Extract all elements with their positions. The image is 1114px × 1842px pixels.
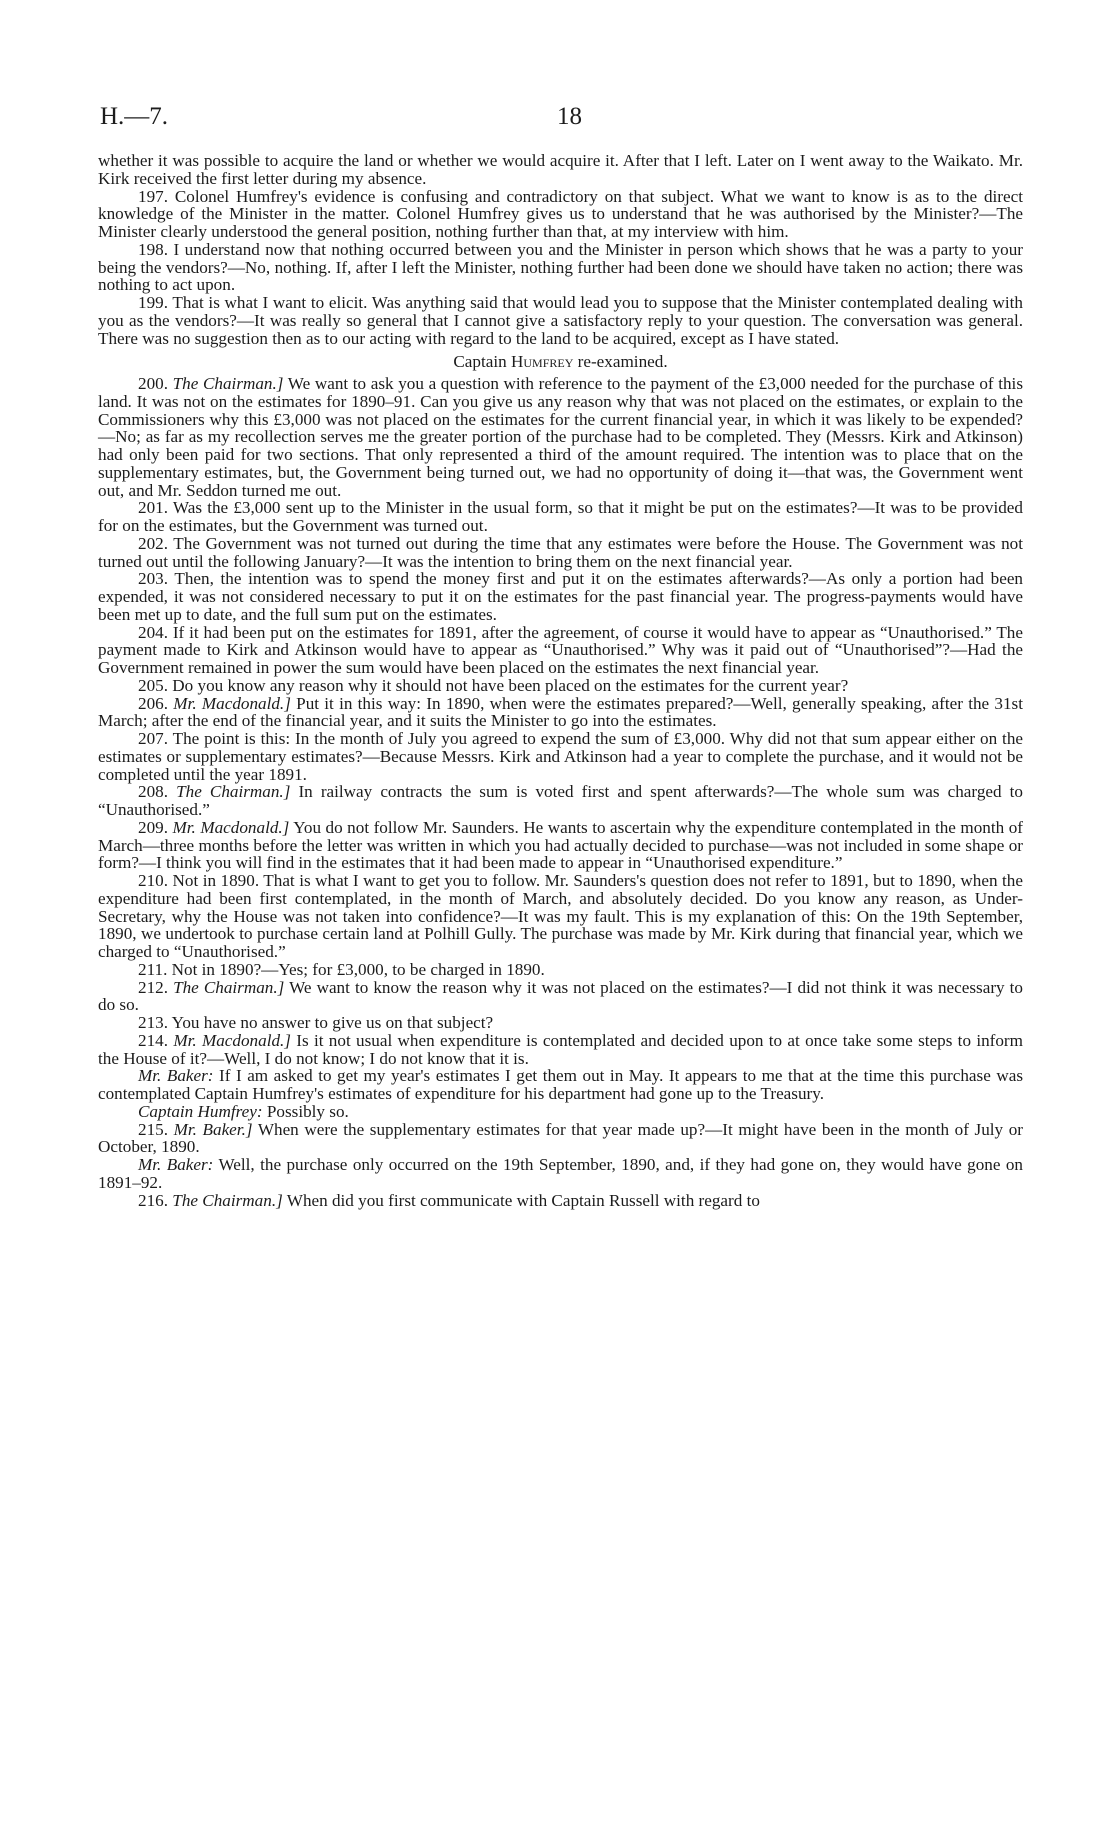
paragraph-207: 207. The point is this: In the month of July you agreed to expend the sum of £3,000. Why did not that sum appear either on the estimates or supplementary estimates?—Because Messrs. Kirk and Atkinson had a year to complete the purchase, and it would not be completed until the year 1891.	[98, 729, 1023, 784]
paragraph-205: 205. Do you know any reason why it should not have been placed on the estimates for the current year?	[138, 675, 849, 695]
question-number: 215.	[138, 1119, 168, 1139]
page-number: 18	[557, 103, 582, 130]
paragraph-213: 213. You have no answer to give us on that subject?	[138, 1013, 494, 1032]
paragraph-201: 201. Was the £3,000 sent up to the Minister in the usual form, so that it might be put on the estimates?—It was to be provided for on the estimates, but the Government was turned out.	[98, 498, 1023, 535]
paragraph-211: 211. Not in 1890?—Yes; for £3,000, to be charged in 1890.	[138, 959, 545, 979]
paragraph-202: 202. The Government was not turned out during the time that any estimates were before the House. The Government was not turned out until the following January?—It was the intention to bring them on the next financial year.	[98, 533, 1023, 571]
question-number: 202.	[138, 533, 168, 553]
paragraph-215: 215. Mr. Baker.] When were the supplementary estimates for that year made up?—It might have been in the month of July or October, 1890.	[98, 1119, 1024, 1157]
document-body	[98, 152, 1023, 1209]
question-number: 204.	[138, 622, 168, 642]
question-number: 205.	[138, 675, 168, 695]
paragraph-continuation: whether it was possible to acquire the land or whether we would acquire it. After that I left. Later on I went away to the Waikato. Mr. Kirk received the first letter during my absence.	[98, 151, 1023, 188]
page-identifier: H.—7.	[100, 103, 169, 130]
paragraph-199: 199. That is what I want to elicit. Was anything said that would lead you to suppose that the Minister contemplated dealing with you as the vendors?—It was really so general that I cannot give a satisfactory reply to your question. The conversation was general. There was no suggestion then as to our acting with regard to the land to be acquired, except as I have stated.	[98, 293, 1023, 348]
question-number: 212.	[138, 977, 168, 997]
paragraph-198: 198. I understand now that nothing occurred between you and the Minister in person which shows that he was a party to your being the vendors?—No, nothing. If, after I left the Minister, nothing further had been done we should have taken no action; there was nothing to act upon.	[98, 239, 1023, 295]
paragraph-208: 208. The Chairman.] In railway contracts the sum is voted first and spent afterwards?—The whole sum was charged to “Unauthorised.”	[98, 782, 1023, 819]
paragraph-212: 212. The Chairman.] We want to know the reason why it was not placed on the estimates?—I did not think it was necessary to do so.	[98, 977, 1023, 1015]
question-number: 201.	[138, 498, 168, 518]
speaker-label: Mr. Baker:	[138, 1066, 214, 1086]
paragraph-baker-remark-2: Mr. Baker: Well, the purchase only occurred on the 19th September, 1890, and, if they had gone on, they would have gone on 1891–92.	[98, 1155, 1023, 1192]
question-number: 213.	[138, 1013, 168, 1032]
question-number: 210.	[138, 871, 168, 890]
question-number: 209.	[138, 817, 168, 837]
question-number: 207.	[138, 729, 168, 748]
speaker-label: The Chairman.]	[173, 977, 285, 997]
question-number: 197.	[138, 186, 168, 206]
paragraph-200: 200. The Chairman.] We want to ask you a question with reference to the payment of the £3,000 needed for the purchase of this land. It was not on the estimates for 1890–91. Can you give us any reason why that was not placed on the estimates, or explain to the Commissioners why this £3,000 was not placed on the estimates for the current financial year, in which it was likely to be expended?—No; as far as my recollection serves me the greater portion of the purchase had to be completed. They (Messrs. Kirk and Atkinson) had only been paid for two sections. That only represented a third of the amount required. The intention was to place that on the supplementary estimates, but, the Government being turned out, we had no opportunity of doing it—that was, the Government went out, and Mr. Seddon turned me out.	[98, 374, 1023, 500]
question-number: 208.	[138, 782, 168, 802]
question-number: 206.	[138, 693, 168, 713]
paragraph-baker-remark: Mr. Baker: If I am asked to get my year's estimates I get them out in May. It appears to me that at the time this purchase was contemplated Captain Humfrey's estimates of expenditure for his department had gone up to the Treasury.	[98, 1066, 1023, 1103]
paragraph-197: 197. Colonel Humfrey's evidence is confusing and contradictory on that subject. What we want to know is as to the direct knowledge of the Minister in the matter. Colonel Humfrey gives us to understand that he was authorised by the Minister?—The Minister clearly understood the general position, nothing further than that, at my interview with him.	[98, 186, 1023, 241]
paragraph-214: 214. Mr. Macdonald.] Is it not usual when expenditure is contemplated and decided upon to at once take some steps to inform the House of it?—Well, I do not know; I do not know that it is.	[98, 1030, 1023, 1068]
paragraph-204: 204. If it had been put on the estimates for 1891, after the agreement, of course it would have to appear as “Unauthorised.” The payment made to Kirk and Atkinson would have to appear as “Unauthorised.” Why was it paid out of “Unauthorised”?—Had the Government remained in power the sum would have been placed on the estimates the next financial year.	[98, 622, 1023, 677]
question-number: 216.	[138, 1190, 168, 1210]
speaker-label: Mr. Macdonald.]	[172, 817, 290, 837]
speaker-label: Mr. Baker:	[138, 1155, 214, 1174]
speaker-label: Mr. Macdonald.]	[173, 693, 291, 713]
question-number: 199.	[138, 293, 168, 312]
speaker-label: The Chairman.]	[172, 374, 284, 393]
paragraph-206: 206. Mr. Macdonald.] Put it in this way: In 1890, when were the estimates prepared?—Well, generally speaking, after the 31st March; after the end of the financial year, and it suits the Minister to go into the estimates.	[98, 693, 1023, 731]
question-number: 198.	[138, 239, 168, 259]
page-header	[100, 103, 1020, 137]
speaker-label: The Chairman.]	[176, 782, 291, 802]
section-heading: Captain Humfrey re-examined.	[453, 352, 668, 372]
question-number: 203.	[138, 569, 168, 589]
speaker-label: Captain Humfrey:	[138, 1101, 263, 1121]
speaker-label: Mr. Macdonald.]	[173, 1030, 291, 1050]
question-number: 214.	[138, 1030, 168, 1050]
paragraph-209: 209. Mr. Macdonald.] You do not follow Mr. Saunders. He wants to ascertain why the expenditure contemplated in the month of March—three months before the letter was written in which you had actually decided to purchase—was not included in some shape or form?—I think you will find in the estimates that it had been made to appear in “Unauthorised expenditure.”	[98, 817, 1023, 873]
speaker-label: Mr. Baker.]	[173, 1119, 253, 1139]
paragraph-203: 203. Then, the intention was to spend the money first and put it on the estimates afterwards?—As only a portion had been expended, it was not considered necessary to put it on the estimates for the past financial year. The progress-payments would have been met up to date, and the full sum put on the estimates.	[98, 569, 1023, 624]
question-number: 211.	[138, 959, 168, 979]
paragraph-210: 210. Not in 1890. That is what I want to get you to follow. Mr. Saunders's question does not refer to 1891, but to 1890, when the expenditure had been first contemplated, in the month of March, and absolutely decided. Do you know any reason, as Under-Secretary, why the House was not taken into confidence?—It was my fault. This is my explanation of this: On the 19th September, 1890, we undertook to purchase certain land at Polhill Gully. The purchase was made by Mr. Kirk during that financial year, which we charged to “Unauthorised.”	[98, 871, 1023, 961]
question-number: 200.	[138, 374, 168, 393]
speaker-label: The Chairman.]	[172, 1190, 283, 1210]
paragraph-216: 216. The Chairman.] When did you first communicate with Captain Russell with regard to	[138, 1190, 760, 1210]
paragraph-humfrey-reply: Captain Humfrey: Possibly so.	[138, 1101, 349, 1121]
